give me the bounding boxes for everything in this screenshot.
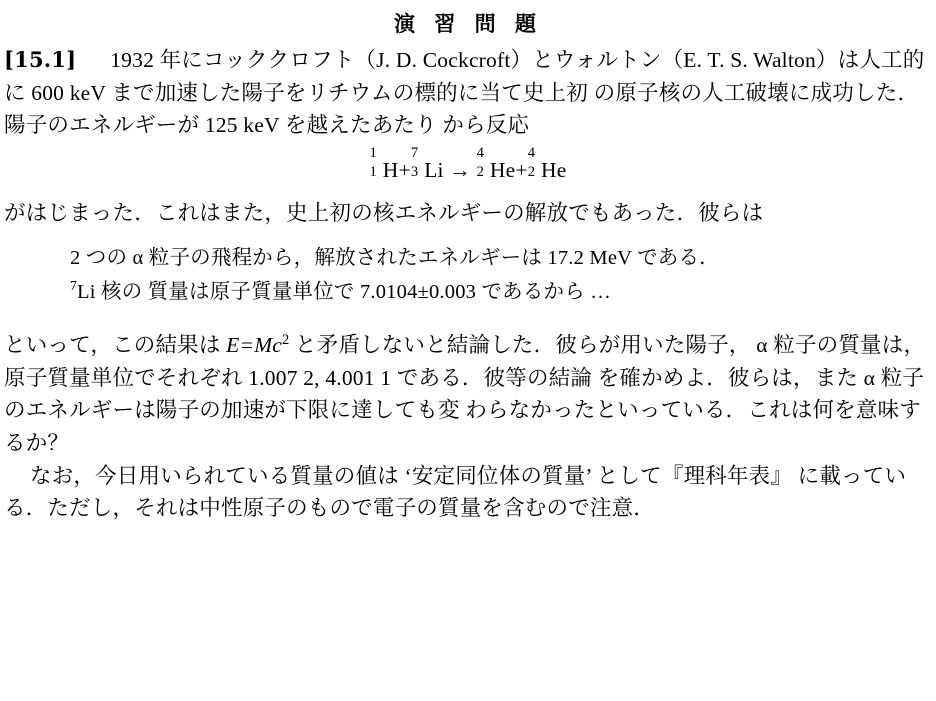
problem-number: [15.1] (4, 47, 77, 72)
paragraph4-line2: に載っている．ただし，それは中性原子のもので電子の質量を含むので注意． (4, 463, 907, 521)
quote-li-mass-number: 7 (70, 277, 77, 293)
paragraph4-line1: なお，今日用いられている質量の値は ‘安定同位体の質量’ として『理科年表』 (30, 463, 793, 488)
paragraph3-line4: わらなかったといっている．これは何を意味するか？ (4, 398, 921, 455)
nuclide-he2-mass-number: 4 (527, 145, 536, 162)
document-body (4, 44, 932, 525)
paragraph-4 (4, 460, 932, 525)
paragraph3-line1-a: といって，この結果は (4, 332, 227, 357)
paragraph3-line3: を確かめよ．彼らは，また α 粒子のエネルギーは陽子の加速が下限に達しても変 (4, 365, 925, 423)
nuclide-h-symbol: H (382, 158, 399, 183)
paragraph1-line4: から反応 (442, 113, 530, 138)
paragraph1-line1: 1932 年にコッククロフト（J. D. Cockcroft）とウォルトン（E. T. S. (110, 48, 748, 72)
quote-line-2 (70, 276, 932, 307)
mass-energy-formula-exponent: 2 (282, 331, 290, 348)
nuclide-h-mass-number: 1 (369, 145, 377, 162)
nuclide-helium-4-b (527, 145, 567, 187)
nuclear-reaction-equation (4, 145, 932, 187)
nuclide-he1-atomic-number: 2 (476, 164, 485, 181)
nuclide-he1-symbol: He (489, 158, 516, 183)
equation-plus-2: + (515, 158, 528, 183)
paragraph3-line1-b: と矛盾しないと結論した．彼らが用いた陽子， (289, 332, 751, 357)
nuclide-he1-mass-number: 4 (476, 145, 485, 162)
nuclide-li-symbol: Li (424, 158, 444, 183)
paragraph3-line2: α 粒子の質量は，原子質量単位でそれぞれ 1.007 2, 4.001 1 である．彼等の結論 (4, 332, 926, 390)
nuclide-he2-atomic-number: 2 (527, 164, 536, 181)
paragraph-spacer (4, 313, 932, 329)
quote-line-2-text: Li 核の 質量は原子質量単位で 7.0104±0.003 であるから … (76, 280, 611, 303)
nuclide-hydrogen-1 (369, 145, 399, 187)
nuclide-he2-symbol: He (541, 158, 567, 183)
paragraph-2: がはじまった．これはまた，史上初の核エネルギーの解放でもあった．彼らは (4, 200, 764, 225)
paragraph1-line3: の原子核の人工破壊に成功した．陽子のエネルギーが 125 keV を越えたあたり (4, 80, 920, 138)
paragraph-3 (4, 329, 932, 460)
nuclide-li-mass-number: 7 (410, 145, 419, 162)
nuclide-helium-4-a (476, 145, 516, 187)
paragraph1-line2: Walton）は人工的に 600 keV まで加速した陽子をリチウムの標的に当て史上初 (4, 48, 925, 105)
equation-plus-1: + (398, 158, 411, 183)
quote-line-1: 2 つの α 粒子の飛程から，解放されたエネルギーは 17.2 MeV である． (70, 247, 720, 270)
equation-arrow: → (449, 158, 471, 183)
nuclide-lithium-7 (410, 145, 444, 187)
page-title: 演 習 問 題 (394, 11, 542, 36)
paragraph-problem-1 (4, 44, 932, 142)
mass-energy-formula: E=Mc (226, 332, 283, 357)
document-page (0, 8, 936, 701)
quoted-passage (4, 243, 932, 306)
nuclide-li-atomic-number: 3 (410, 164, 419, 181)
nuclide-h-atomic-number: 1 (369, 164, 377, 181)
